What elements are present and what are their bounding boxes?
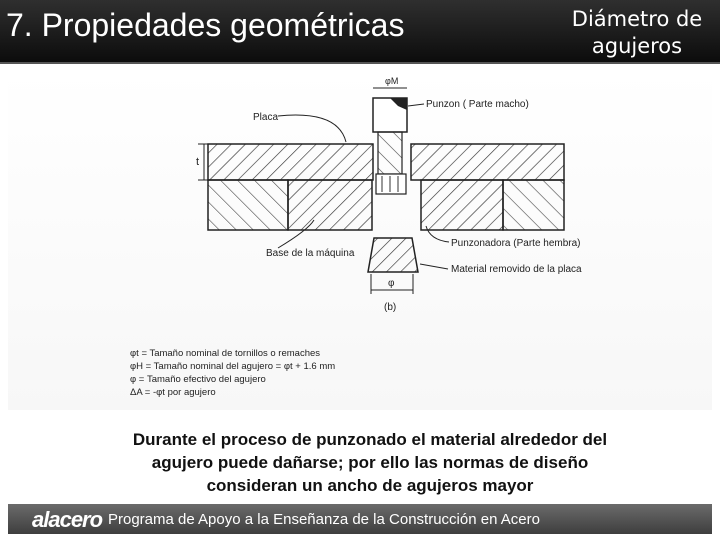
phi-m-label: φM: [385, 76, 399, 86]
subtitle-line-2: agujeros: [591, 34, 683, 58]
caption-line-1: Durante el proceso de punzonado el material alrededor del: [132, 430, 608, 449]
placa-label: Placa: [253, 112, 279, 123]
material-label: Material removido de la placa: [451, 264, 582, 275]
punzonadora-label: Punzonadora (Parte hembra): [451, 238, 581, 249]
punching-diagram: [8, 70, 712, 410]
legend-line-2: φH = Tamaño nominal del agujero = φt + 1.6 mm: [130, 361, 336, 372]
subtitle-line-1: Diámetro de: [571, 7, 703, 31]
legend-line-1: φt = Tamaño nominal de tornillos o remaches: [130, 348, 321, 359]
program-name: Programa de Apoyo a la Enseñanza de la Construcción en Acero: [108, 511, 540, 528]
thickness-label: t: [196, 156, 200, 168]
phi-label: φ: [388, 278, 395, 289]
symbol-legend: [130, 348, 335, 398]
caption-line-3: consideran un ancho de agujeros mayor: [206, 476, 534, 495]
removed-material: [368, 238, 418, 272]
legend-line-3: φ = Tamaño efectivo del agujero: [130, 374, 266, 385]
slide-subtitle: [562, 6, 712, 60]
alacero-logo: alacero: [32, 507, 103, 532]
legend-line-4: ΔA = -φt por agujero: [130, 387, 216, 398]
title-bar: [0, 0, 720, 64]
figure-b-label: (b): [384, 302, 397, 313]
base-label: Base de la máquina: [266, 248, 355, 259]
footer-bar: [8, 504, 712, 534]
slide-title: 7. Propiedades geométricas: [6, 7, 405, 43]
punch-body: [373, 98, 407, 194]
caption-line-2: agujero puede dañarse; por ello las normas de diseño: [151, 453, 589, 472]
caption-text: [70, 428, 670, 497]
punching-diagram-svg: [8, 70, 712, 410]
punzon-label: Punzon ( Parte macho): [426, 99, 529, 110]
